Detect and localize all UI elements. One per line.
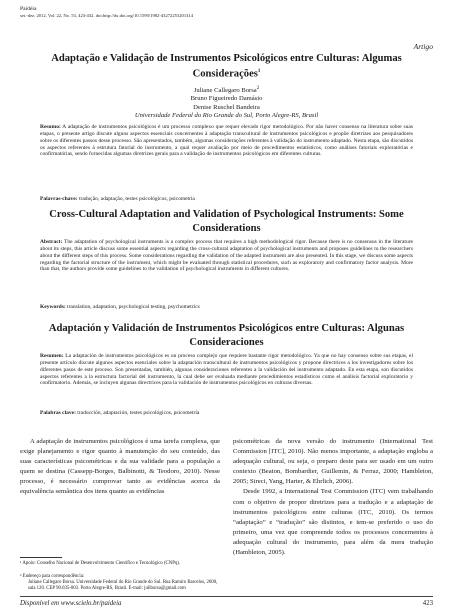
- keywords-label: Palabras clave:: [40, 410, 76, 416]
- abstract-text: A adaptação de instrumentos psicológicos é um processo complexo que requer elevado rigor metodológico. Por não haver consenso na literatura sobre suas etapas, o presente artigo discute alguns aspectos essenciais concernentes à adaptação transcultural de instrumentos psicológicos e propõe diretrizes aos pesquisadores sobre os diferentes passos desse processo. São apresentados, também, algumas considerações referentes à validação do instrumento adaptado. Nesta etapa, são discutidos os aspectos referentes à estrutura fatorial do instrumento, a qual requer avaliação por meio de procedimentos estatísticos, como análises fatoriais exploratórias e confirmatórias, sendo fornecidas algumas diretrizes gerais para a validação de instrumentos psicológicos em diferentes culturas.: [40, 124, 413, 158]
- footer-divider: [20, 596, 433, 597]
- keywords-portuguese: [40, 196, 413, 203]
- abstract-portuguese: [40, 124, 413, 158]
- author-block: [60, 85, 393, 120]
- title-portuguese-text: Adaptação e Validação de Instrumentos Psicológicos entre Culturas: Algumas Considerações: [51, 53, 402, 80]
- body-paragraph: psicométricas da nova versão do instrumento (International Test Commission [ITC], 2010). Não menos importante, a adaptação engloba a adequação cultural, ou seja, o preparo deste para ser usado em um outro contexto (Beaton, Bombardier, Guillemin, & Ferraz, 2000; Hambleton, 2005; Sireci, Yang, Harter, & Ehrlich, 2006).: [233, 438, 433, 486]
- keywords-label: Keywords:: [40, 304, 66, 310]
- abstract-label: Resumo:: [40, 124, 61, 130]
- title-footnote-mark: 1: [257, 68, 261, 74]
- abstract-label: Resumen:: [40, 353, 64, 359]
- abstract-text: La adaptación de instrumentos psicológicos es un proceso complejo que requiere bastante rigor metodológico. Ya que no hay consenso sobre sus etapas, el presente artículo discute algunos aspectos esenciales sobre la adaptación transcultural de instrumentos psicológicos y propone directrices a los investigadores sobre los diferentes pasos de este proceso. Son presentadas, también, algunas consideraciones referentes a la validación del instrumento adaptado. En esta etapa, son discutidos aspectos referentes a la estructura factorial del instrumento, la cual debe ser evaluada mediante procedimientos estadísticos como el análisis factorial exploratorio y confirmatorio. Además, se incluyen algunas directrices para la validación de instrumentos psicológicos en culturas diversas.: [40, 353, 413, 387]
- abstract-spanish: [40, 353, 413, 387]
- footnote-funding: ¹ Apoio: Conselho Nacional de Desenvolvimento Científico e Tecnológico (CNPq).: [20, 561, 181, 566]
- keywords-text: traducción, adaptación, testes psicológicos, psicometría: [75, 410, 200, 416]
- footer-site-link[interactable]: Disponível em www.scielo.br/paideia: [20, 600, 122, 607]
- journal-name: Paidéia: [20, 6, 37, 12]
- keywords-english: [40, 304, 413, 311]
- footnote-address: Juliane Callegaro Borsa. Universidade Federal do Rio Grande do Sul. Rua Ramiro Barcelos, 2600, sala 120. CEP 90.035-003. Porto Alegre-RS, Brasil. E-mail: juliborsa@gmail.com: [28, 580, 218, 592]
- author-name: Bruno Figueiredo Damásio: [190, 95, 263, 103]
- abstract-label: Abstract:: [40, 239, 63, 245]
- body-paragraph: Desde 1992, a International Test Commission (ITC) vem trabalhando com o objetivo de propor diretrizes para a tradução e a adaptação de instrumentos psicológicos entre culturas (ITC, 2010). Os termos “adaptação” e “tradução” são distintos, e tem-se preferido o uso do primeiro, uma vez que compreende todos os processos concernentes à adequação cultural do instrumento, para além da mera tradução (Hambleton, 2005).: [233, 488, 433, 557]
- footnote-divider: [20, 557, 62, 558]
- keywords-label: Palavras-chave:: [40, 196, 78, 202]
- author-institution: Universidade Federal do Rio Grande do Sul, Porto Alegre-RS, Brasil: [134, 111, 319, 119]
- abstract-english: [40, 239, 413, 273]
- body-column-left: A adaptação de instrumentos psicológicos é uma tarefa complexa, que exige planejamento e rigor quanto à manutenção do seu conteúdo, das suas características psicométricas e da sua validade para a população a quem se destina (Cassepp-Borges, Balbinotti, & Teodoro, 2010). Nesse processo, é necessário comprovar tanto as evidências acerca da equivalência semântica dos itens quanto as evidências: [20, 438, 220, 496]
- section-label: Artigo: [413, 42, 433, 51]
- title-spanish: Adaptación y Validación de Instrumentos Psicológicos entre Culturas: Algunas Consideraciones: [48, 323, 405, 348]
- author-name: Denise Ruschel Bandeira: [193, 103, 260, 111]
- page-number: 423: [422, 600, 433, 607]
- abstract-text: The adaptation of psychological instruments is a complex process that requires a high methodological rigor. Because there is no consensus in the literature about its steps, this article discuss some essential aspects regarding the cross-cultural adaptation of psychological instruments and proposes guidelines to the researchers about the different steps of this process. Some considerations regarding the validation of the adapted instrument are also presented. In this stage, we discuss some aspects regarding the factorial structure of the instrument, which might be evaluated through statistical procedures, such as exploratory and confirmatory factor analysis. More than that, the authors provide some guidelines to the validation of psychological instruments in different cultures.: [40, 239, 413, 273]
- title-english: Cross-Cultural Adaptation and Validation of Psychological Instruments: Some Considerations: [49, 209, 404, 234]
- footnote-correspondence: ² Endereço para correspondência:: [20, 574, 85, 579]
- keywords-spanish: [40, 410, 413, 417]
- keywords-text: tradução, adaptação, testes psicológicos, psicometria: [77, 196, 195, 202]
- body-column-right: [233, 437, 433, 558]
- keywords-text: translation, adaptation, psychological testing, psychometrics: [65, 304, 200, 310]
- title-portuguese: [40, 53, 413, 81]
- author-name: Juliane Callegaro Borsa$^2$: [193, 86, 260, 95]
- citation-line: set.-dez. 2012, Vol. 22, No. 53, 423-432. doi:http://dx.doi.org/10.1590/1982-43272253201314: [20, 13, 194, 18]
